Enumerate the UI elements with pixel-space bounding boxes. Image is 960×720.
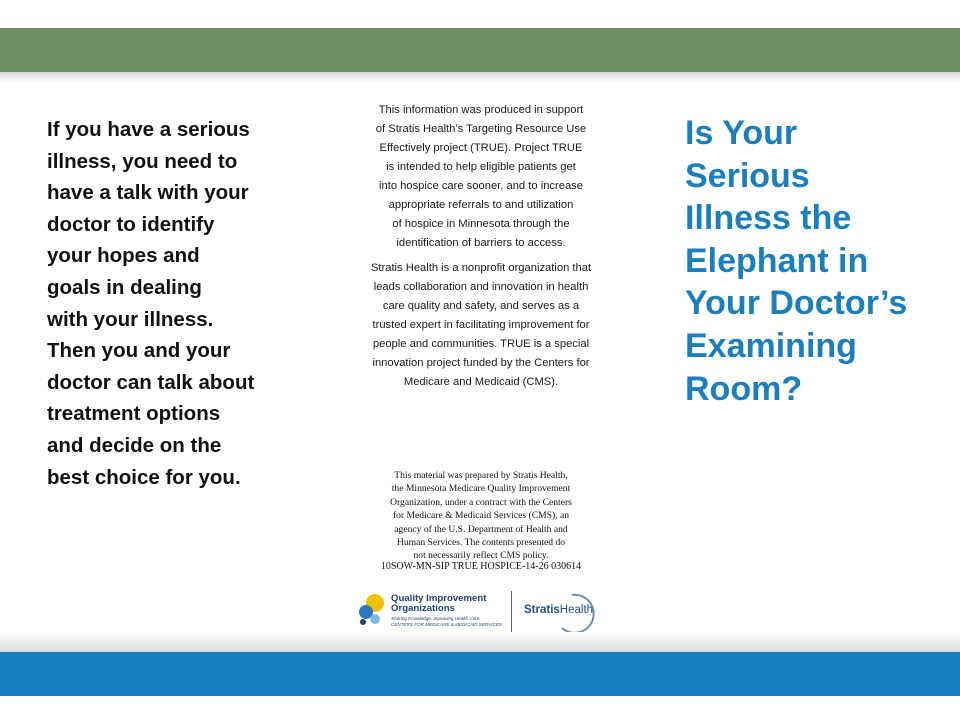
disclaimer-line: Organization, under a contract with the Centers [390, 496, 572, 508]
left-text-line: treatment options [47, 402, 221, 426]
qio-logo-icon [356, 591, 388, 627]
title-line: Elephant in [685, 241, 869, 280]
title-line: Is Your [685, 114, 798, 152]
title-line: Serious [685, 156, 810, 195]
project-info-line: into hospice care sooner, and to increase [379, 180, 583, 192]
left-text-line: and decide on the [47, 433, 222, 457]
stratis-health-logo [522, 590, 608, 634]
top-green-band [0, 28, 960, 72]
organization-info-paragraph [348, 259, 614, 392]
left-text-line: your hopes and [47, 244, 200, 268]
left-text-line: doctor to identify [47, 212, 215, 236]
project-info-line: of hospice in Minnesota through the [392, 218, 570, 230]
disclaimer-line: Human Services. The contents presented do [396, 537, 566, 549]
brochure-title [685, 112, 955, 410]
qio-name-line: Quality Improvement [391, 593, 487, 604]
left-text-line: have a talk with your [47, 181, 249, 205]
left-text-line: Then you and your [47, 339, 231, 363]
project-info-line: This information was produced in support [378, 104, 584, 116]
project-info-line: is intended to help eligible patients get [386, 161, 576, 173]
organization-info-line: trusted expert in facilitating improvement for [372, 319, 590, 331]
organization-info-line: Medicare and Medicaid (CMS). [403, 376, 559, 388]
organization-info-line: leads collaboration and innovation in health [373, 281, 589, 293]
project-info-line: Effectively project (TRUE). Project TRUE [379, 142, 583, 154]
qio-name [391, 594, 486, 614]
cms-disclaimer [348, 469, 614, 563]
project-info-paragraph [348, 101, 614, 253]
qio-tagline [391, 616, 502, 627]
disclaimer-line: the Minnesota Medicare Quality Improvement [391, 483, 571, 495]
project-info-line: of Stratis Health’s Targeting Resource Use [375, 123, 587, 135]
left-text-line: illness, you need to [47, 149, 238, 173]
disclaimer-line: This material was prepared by Stratis Health, [394, 470, 568, 481]
disclaimer-line: agency of the U.S. Department of Health and [394, 523, 568, 535]
organization-info-line: care quality and safety, and serves as a [382, 300, 580, 312]
title-line: Examining [685, 326, 857, 365]
title-line: Your Doctor’s [685, 284, 908, 323]
bottom-band-shadow [0, 632, 960, 652]
logo-divider [511, 591, 512, 633]
organization-info-line: innovation project funded by the Centers for [372, 357, 590, 369]
sponsor-logos [356, 588, 612, 636]
qio-name-line: Organizations [391, 603, 455, 614]
title-line: Room? [685, 369, 803, 408]
left-text-line: doctor can talk about [47, 370, 255, 394]
disclaimer-line: not necessarily reflect CMS policy. [413, 550, 549, 562]
disclaimer-line: for Medicare & Medicaid Services (CMS), an [392, 510, 570, 522]
left-text-line: goals in dealing [47, 275, 202, 299]
organization-info-line: people and communities. TRUE is a special [372, 338, 590, 350]
project-info-line: identification of barriers to access. [396, 237, 566, 249]
title-line: Illness the [685, 199, 852, 238]
left-text-line: If you have a serious [47, 118, 250, 141]
publication-code: 10SOW-MN-SIP TRUE HOSPICE-14-26 030614 [380, 561, 582, 572]
health-word: Health [559, 604, 594, 616]
stratis-health-wordmark [524, 604, 593, 616]
stratis-word: Stratis [524, 604, 560, 616]
project-info-line: appropriate referrals to and utilization [388, 199, 574, 211]
qio-tagline-line: Sharing Knowledge. Improving Health Care. [391, 616, 481, 621]
left-panel-text [47, 114, 307, 493]
top-band-shadow [0, 72, 960, 82]
bottom-blue-band [0, 652, 960, 696]
left-text-line: best choice for you. [47, 465, 241, 489]
organization-info-line: Stratis Health is a nonprofit organization that [370, 262, 592, 274]
qio-subtagline-line: CENTERS FOR MEDICARE & MEDICAID SERVICES [391, 621, 502, 627]
left-text-line: with your illness. [47, 307, 214, 331]
